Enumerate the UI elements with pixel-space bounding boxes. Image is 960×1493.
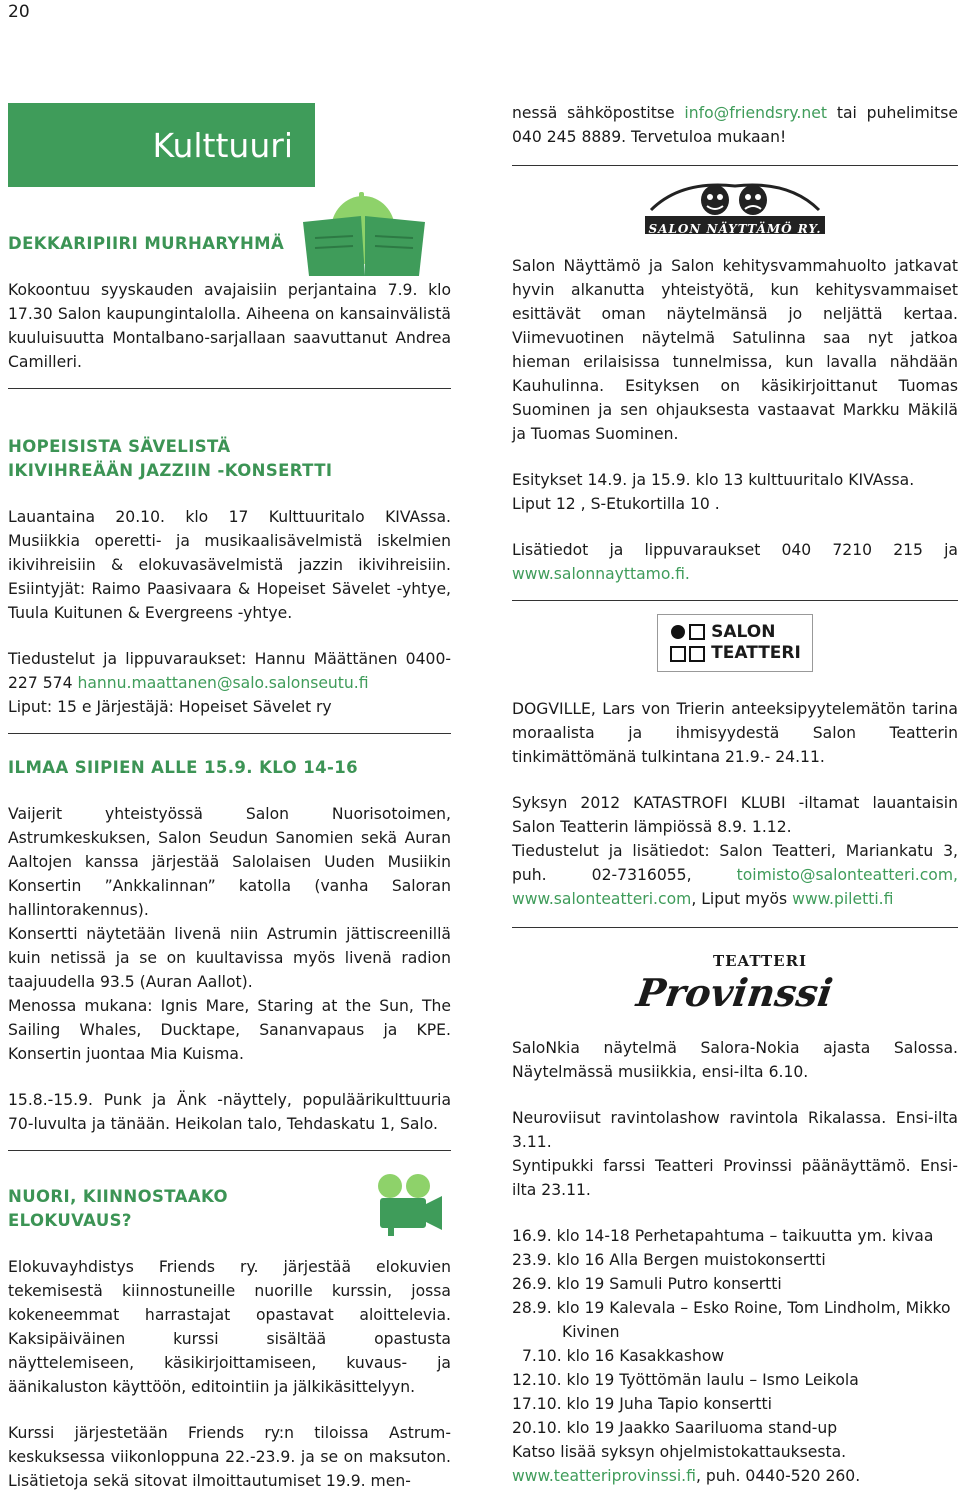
email-link[interactable]: info@friendsry.net bbox=[684, 104, 827, 122]
divider bbox=[512, 165, 958, 166]
logo-line: SALON bbox=[711, 622, 776, 642]
salon-teatteri-logo bbox=[512, 611, 958, 675]
text: nessä sähköpostitse bbox=[512, 104, 675, 122]
paragraph: Konsertti näytetään livenä niin Astrumin jättiscreenillä kuin netissä ja se on kuultavissa myös livenä radion taajuudella 93.5 (Auran Aallot). bbox=[8, 925, 451, 991]
logo-text: SALON NÄYTTÄMÖ RY. bbox=[648, 222, 822, 236]
list-item: 23.9. klo 16 Alla Bergen muistokonsertti bbox=[512, 1251, 826, 1269]
paragraph bbox=[512, 101, 958, 149]
left-column bbox=[8, 232, 451, 1493]
paragraph: Elokuvayhdistys Friends ry. järjestää elokuvien tekemisestä kiinnostuneille nuorille kurssin, jossa kokeneemmat harrastajat opastavat aloittelevia. Kaksipäiväinen kurssi sisältää opastusta näyttelemiseen, käsikirjoittamiseen, kuvaus- ja äänikaluston käyttöön, editointiin ja jälkikäsittelyyn. bbox=[8, 1258, 451, 1396]
logo-text bbox=[711, 622, 801, 664]
list-item: 16.9. klo 14-18 Perhetapahtuma – taikuutta ym. kivaa bbox=[512, 1227, 934, 1245]
list-item: 7.10. klo 16 Kasakkashow bbox=[522, 1347, 725, 1365]
section-heading: DEKKARIPIIRI MURHARYHMÄ bbox=[8, 234, 285, 253]
contact-text: Tiedustelut ja lippuvaraukset: Hannu Määttänen 0400-227 574 bbox=[8, 650, 451, 692]
website-link[interactable]: www.teatteriprovinssi.fi bbox=[512, 1467, 696, 1485]
logo-line: TEATTERI bbox=[712, 952, 808, 970]
paragraph: Syksyn 2012 KATASTROFI KLUBI -iltamat lauantaisin Salon Teatterin lämpiössä 8.9. 1.12. bbox=[512, 794, 958, 836]
text: tai puhelimitse 040 245 8889. Tervetuloa mukaan! bbox=[512, 104, 958, 146]
email-link[interactable]: toimisto@salonteatteri.com, bbox=[736, 866, 958, 884]
text: Tiedustelut ja lisätiedot: Salon Teatteri, Mariankatu 3, puh. 02-7316055, bbox=[512, 842, 958, 884]
paragraph: Menossa mukana: Ignis Mare, Staring at the Sun, The Sailing Whales, Ducktape, Sananvapaus ja KPE. Konsertin juontaa Mia Kuisma. bbox=[8, 997, 451, 1063]
paragraph bbox=[512, 1440, 958, 1488]
paragraph: Esitykset 14.9. ja 15.9. klo 13 kulttuuritalo KIVAssa. bbox=[512, 471, 915, 489]
teatteri-provinssi-logo bbox=[512, 950, 958, 1015]
paragraph: Liput 12 , S-Etukortilla 10 . bbox=[512, 495, 720, 513]
paragraph: Kurssi järjestetään Friends ry:n tiloissa Astrum-keskuksessa viikonloppuna 22.-23.9. ja se on maksuton. Lisätietoja sekä sitovat ilmoittautumiset 19.9. men- bbox=[8, 1424, 451, 1490]
text: , Liput myös bbox=[691, 890, 788, 908]
section-banner bbox=[8, 103, 315, 187]
divider bbox=[512, 600, 958, 601]
website-link[interactable]: www.piletti.fi bbox=[792, 890, 894, 908]
paragraph: Syntipukki farssi Teatteri Provinssi päänäyttämö. Ensi-ilta 23.11. bbox=[512, 1157, 958, 1199]
paragraph: Liput: 15 e Järjestäjä: Hopeiset Sävelet ry bbox=[8, 698, 332, 716]
divider bbox=[8, 1150, 451, 1151]
website-link[interactable]: www.salonteatteri.com bbox=[512, 890, 692, 908]
divider bbox=[512, 927, 958, 928]
banner-title: Kulttuuri bbox=[152, 125, 293, 165]
section-heading: IKIVIHREÄÄN JAZZIIN -KONSERTTI bbox=[8, 461, 333, 480]
event-list bbox=[512, 1224, 958, 1440]
paragraph bbox=[512, 538, 958, 586]
paragraph bbox=[512, 839, 958, 911]
text: Katso lisää syksyn ohjelmistokattauksesta. bbox=[512, 1443, 847, 1461]
paragraph: Neuroviisut ravintolashow ravintola Rikalassa. Ensi-ilta 3.11. bbox=[512, 1109, 958, 1151]
paragraph: Kokoontuu syyskauden avajaisiin perjantaina 7.9. klo 17.30 Salon kaupungintalolla. Aiheena on kansainvälistä kuuluisuutta Montalbano-sarjallaan saavuttanut Andrea Camilleri. bbox=[8, 281, 451, 371]
list-item: 28.9. klo 19 Kalevala – Esko Roine, Tom Lindholm, Mikko Kivinen bbox=[512, 1299, 951, 1341]
paragraph: SaloNkia näytelmä Salora-Nokia ajasta Salossa. Näytelmässä musiikkia, ensi-ilta 6.10. bbox=[512, 1039, 958, 1081]
film-camera-icon bbox=[366, 1172, 446, 1238]
divider bbox=[8, 733, 451, 734]
paragraph: DOGVILLE, Lars von Trierin anteeksipyytelemätön tarina moraalista ja ihmisyydestä Salon Teatterin tinkimättömänä tulkintana 21.9.- 24.11. bbox=[512, 700, 958, 766]
section-heading: HOPEISISTA SÄVELISTÄ bbox=[8, 437, 231, 456]
paragraph bbox=[8, 647, 451, 695]
paragraph: 15.8.-15.9. Punk ja Änk -näyttely, populäärikulttuuria 70-luvulta ja tänään. Heikolan talo, Tehdaskatu 1, Salo. bbox=[8, 1091, 451, 1133]
salon-nayttamo-logo bbox=[512, 178, 958, 238]
list-item: 20.10. klo 19 Jaakko Saariluoma stand-up bbox=[512, 1419, 838, 1437]
logo-line: Provinssi bbox=[634, 970, 836, 1015]
text: , puh. 0440-520 260. bbox=[695, 1467, 861, 1485]
paragraph: Lauantaina 20.10. klo 17 Kulttuuritalo KIVAssa. Musiikkia operetti- ja musikaalisävelmistä iskelmien ikivihreisiin & elokuvasävelmistä jazzin ikivihreisiin. Esiintyjät: Raimo Paasivaara & Hopeiset Sävelet -yhtye, Tuula Kuitunen & Evergreens -yhtye. bbox=[8, 508, 451, 622]
email-link[interactable]: hannu.maattanen@salo.salonseutu.fi bbox=[77, 674, 369, 692]
logo-line: TEATTERI bbox=[711, 643, 801, 663]
paragraph: Salon Näyttämö ja Salon kehitysvammahuolto jatkavat hyvin alkanutta yhteistyötä, kun kehitysvammaiset esittävät oman näytelmänsä jo neljättä kertaa. Viimevuotinen näytelmä Satulinna saa nyt jatkoa hieman erilaisissa tunnelmissa, kun lavalla nähdään Kauhulinna. Esityksen on käsikirjoittanut Tuomas Suominen ja sen ohjauksesta vastaavat Markku Mäkilä ja Tuomas Suominen. bbox=[512, 257, 958, 443]
website-link[interactable]: www.salonnayttamo.fi. bbox=[512, 565, 690, 583]
logo-squares-icon bbox=[669, 622, 707, 664]
text: Lisätiedot ja lippuvaraukset 040 7210 215 ja bbox=[512, 541, 958, 559]
list-item: 17.10. klo 19 Juha Tapio konsertti bbox=[512, 1395, 772, 1413]
divider bbox=[8, 388, 451, 389]
page-number: 20 bbox=[8, 2, 30, 22]
list-item: 26.9. klo 19 Samuli Putro konsertti bbox=[512, 1275, 782, 1293]
right-column bbox=[512, 101, 958, 1488]
section-heading: NUORI, KIINNOSTAAKO ELOKUVAUS? bbox=[8, 1187, 228, 1230]
paragraph: Vaijerit yhteistyössä Salon Nuorisotoimen, Astrumkeskuksen, Salon Seudun Sanomien sekä Auran Aaltojen kanssa järjestää Salolaisen Uuden Musiikin Konsertin ”Ankkalinnan” katolla (vanha Saloran hallintorakennus). bbox=[8, 805, 451, 919]
section-heading: ILMAA SIIPIEN ALLE 15.9. KLO 14-16 bbox=[8, 758, 358, 777]
list-item: 12.10. klo 19 Työttömän laulu – Ismo Leikola bbox=[512, 1371, 859, 1389]
